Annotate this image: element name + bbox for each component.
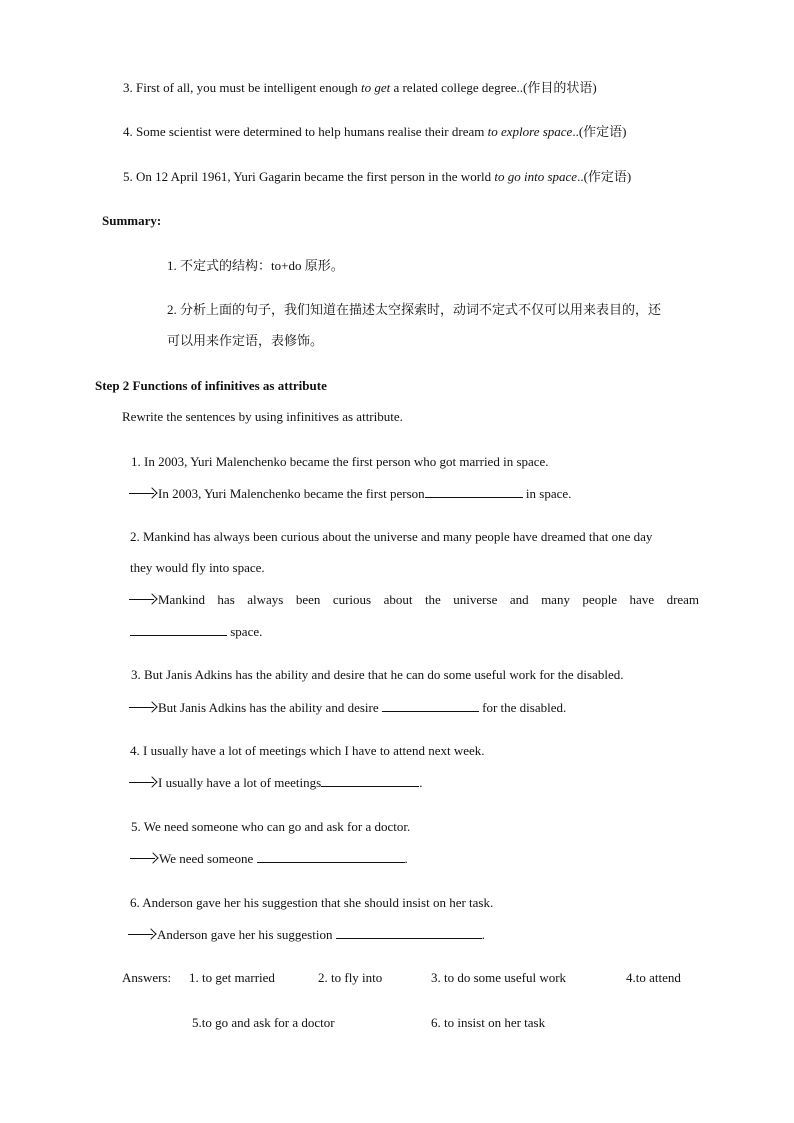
rewrite-text: space. [227,624,263,639]
exercise-5-rewrite [130,850,408,867]
answer-blank[interactable] [336,926,482,939]
rewrite-text: Anderson gave her his suggestion [157,927,336,942]
rewrite-word: have [629,592,655,607]
answer-2: 2. to fly into [318,970,383,985]
arrow-right-icon [129,488,157,498]
exercise-1-rewrite [129,485,571,502]
rewrite-text: I usually have a lot of meetings [158,775,322,790]
rewrite-word: universe [453,592,498,607]
exercise-5-original: 5. We need someone who can go and ask for a doctor. [131,819,411,834]
exercise-2-rewrite [129,592,699,608]
exercise-3-original: 3. But Janis Adkins has the ability and desire that he can do some useful work for the disabled. [131,667,624,682]
rewrite-word: dream [666,592,700,607]
summary-point-2-line-1: 2. 分析上面的句子，我们知道在描述太空探索时，动词不定式不仅可以用来表目的，还 [167,302,662,317]
arrow-right-icon [128,929,156,939]
exercise-1-original: 1. In 2003, Yuri Malenchenko became the first person who got married in space. [131,454,549,469]
summary-heading: Summary: [102,213,162,228]
sentence-text: ..(作定语) [572,124,627,139]
exercise-2-original-line-1: 2. Mankind has always been curious about the universe and many people have dreamed that one day [130,529,653,544]
rewrite-text: . [419,775,423,790]
answer-blank[interactable] [130,623,227,636]
sentence-text: 5. On 12 April 1961, Yuri Gagarin became the first person in the world [123,169,495,184]
rewrite-word: many [541,592,570,607]
exercise-2-rewrite-cont [130,623,262,640]
rewrite-word: has [217,592,235,607]
answer-4: 4.to attend [626,970,681,985]
rewrite-word: the [424,592,441,607]
sentence-text: a related college degree..(作目的状语) [390,80,597,95]
example-sentence-5 [123,169,631,185]
exercise-6-original: 6. Anderson gave her his suggestion that she should insist on her task. [130,895,494,910]
answer-6: 6. to insist on her task [431,1015,546,1030]
exercise-4-rewrite [129,774,422,791]
sentence-text: 3. First of all, you must be intelligent enough [123,80,361,95]
rewrite-word: curious [332,592,372,607]
step2-heading: Step 2 Functions of infinitives as attribute [95,378,327,393]
answer-3: 3. to do some useful work [431,970,567,985]
rewrite-text: But Janis Adkins has the ability and desire [158,700,382,715]
answer-blank[interactable] [425,485,523,498]
rewrite-text: . [404,851,408,866]
summary-point-2-line-2: 可以用来作定语，表修饰。 [167,333,324,348]
arrow-right-icon [129,777,157,787]
exercise-6-rewrite [128,926,485,943]
step2-instruction: Rewrite the sentences by using infinitives as attribute. [122,409,403,424]
answer-1: 1. to get married [189,970,275,985]
answers-label: Answers: [122,970,172,985]
answer-blank[interactable] [321,774,419,787]
example-sentence-3 [123,80,597,96]
rewrite-word: Mankind [158,592,205,607]
infinitive-highlight: to get [360,80,391,95]
rewrite-text: for the disabled. [478,700,567,715]
exercise-2-original-line-2: they would fly into space. [130,560,265,575]
answer-5: 5.to go and ask for a doctor [192,1015,335,1030]
summary-point-1: 1. 不定式的结构：to+do 原形。 [167,258,344,273]
rewrite-word: always [247,592,284,607]
exercise-4-original: 4. I usually have a lot of meetings which I have to attend next week. [130,743,485,758]
rewrite-text: . [481,927,485,942]
sentence-text: ..(作定语) [577,169,632,184]
arrow-right-icon [129,594,157,604]
rewrite-text: in space. [522,486,572,501]
exercise-3-rewrite [129,699,566,716]
answer-blank[interactable] [382,699,479,712]
rewrite-word: been [295,592,321,607]
infinitive-highlight: to go into space [494,169,578,184]
sentence-text: 4. Some scientist were determined to help humans realise their dream [123,124,488,139]
arrow-right-icon [130,853,158,863]
rewrite-text: We need someone [159,851,257,866]
rewrite-text: In 2003, Yuri Malenchenko became the first person [158,486,425,501]
answer-blank[interactable] [257,850,405,863]
example-sentence-4 [123,124,627,140]
infinitive-highlight: to explore space [487,124,573,139]
arrow-right-icon [129,702,157,712]
rewrite-word: about [383,592,413,607]
rewrite-word: people [582,592,618,607]
rewrite-word: and [509,592,529,607]
